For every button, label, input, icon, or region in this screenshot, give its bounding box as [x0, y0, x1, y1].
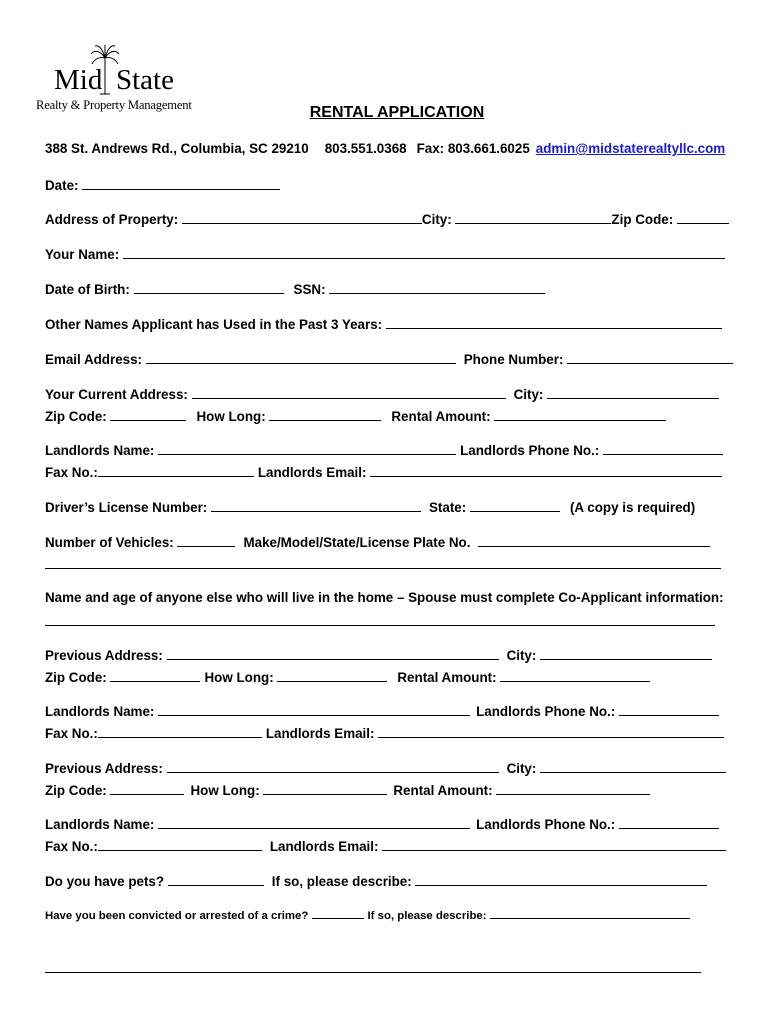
email-label: Email Address: — [45, 352, 142, 367]
current-rental-amount-label: Rental Amount: — [391, 409, 491, 424]
landlord-fax-field[interactable] — [98, 463, 254, 477]
conviction-extra-line[interactable] — [45, 972, 701, 973]
email-field[interactable] — [146, 350, 456, 364]
prev1-landlord-row-1 — [45, 702, 719, 721]
email-phone-row — [45, 350, 733, 369]
current-city-label: City: — [513, 387, 544, 402]
vehicles-label: Number of Vehicles: — [45, 535, 174, 550]
property-zip-field[interactable] — [677, 210, 729, 224]
drivers-license-field[interactable] — [211, 498, 421, 512]
property-address-field[interactable] — [182, 210, 422, 224]
conviction-row — [45, 905, 690, 925]
contact-line — [45, 140, 725, 158]
pets-describe-field[interactable] — [415, 872, 707, 886]
prev1-city-label: City: — [506, 648, 537, 663]
landlord-row-2 — [45, 463, 722, 482]
current-address-field[interactable] — [192, 385, 506, 399]
dl-state-field[interactable] — [470, 498, 560, 512]
prev1-zip-label: Zip Code: — [45, 670, 107, 685]
landlord-name-label: Landlords Name: — [45, 443, 155, 458]
prev1-city-field[interactable] — [540, 646, 712, 660]
prev1-rental-amount-field[interactable] — [500, 668, 650, 682]
vehicles-extra-line[interactable] — [45, 568, 721, 569]
current-zip-row — [45, 407, 666, 426]
date-field[interactable] — [82, 176, 280, 190]
prev1-rental-amount-label: Rental Amount: — [397, 670, 497, 685]
prev1-zip-field[interactable] — [110, 668, 200, 682]
logo-name-right: State — [116, 64, 174, 96]
previous-zip-2-row — [45, 781, 650, 800]
your-name-row — [45, 245, 725, 264]
current-zip-field[interactable] — [110, 407, 186, 421]
landlord-row-1 — [45, 441, 723, 460]
landlord-phone-field[interactable] — [603, 441, 723, 455]
logo-subtitle: Realty & Property Management — [36, 98, 192, 112]
previous-zip-1-row — [45, 668, 650, 687]
date-label: Date: — [45, 178, 79, 193]
prev2-rental-amount-field[interactable] — [496, 781, 650, 795]
prev2-zip-field[interactable] — [110, 781, 184, 795]
prev1-landlord-name-label: Landlords Name: — [45, 704, 155, 719]
prev1-landlord-phone-label: Landlords Phone No.: — [476, 704, 616, 719]
current-how-long-field[interactable] — [269, 407, 381, 421]
ssn-field[interactable] — [329, 280, 545, 294]
prev2-zip-label: Zip Code: — [45, 783, 107, 798]
dl-state-label: State: — [428, 500, 467, 515]
property-address-row — [45, 210, 729, 229]
prev2-address-label: Previous Address: — [45, 761, 163, 776]
landlord-email-field[interactable] — [370, 463, 722, 477]
prev2-city-field[interactable] — [540, 759, 726, 773]
prev1-how-long-label: How Long: — [204, 670, 274, 685]
prev2-how-long-field[interactable] — [263, 781, 387, 795]
vehicles-row — [45, 533, 710, 552]
prev1-landlord-fax-field[interactable] — [98, 724, 262, 738]
your-name-field[interactable] — [123, 245, 725, 259]
prev2-landlord-row-2 — [45, 837, 726, 856]
prev1-how-long-field[interactable] — [277, 668, 387, 682]
prev1-landlord-phone-field[interactable] — [619, 702, 719, 716]
prev1-landlord-name-field[interactable] — [158, 702, 470, 716]
company-phone: 803.551.0368 — [324, 141, 407, 156]
pets-row — [45, 872, 707, 891]
prev2-address-field[interactable] — [167, 759, 499, 773]
conviction-describe-label: If so, please describe: — [367, 910, 487, 922]
landlord-name-field[interactable] — [158, 441, 456, 455]
other-names-label: Other Names Applicant has Used in the Past 3 Years: — [45, 317, 383, 332]
prev2-landlord-fax-label: Fax No.: — [45, 839, 98, 854]
property-city-field[interactable] — [455, 210, 611, 224]
current-rental-amount-field[interactable] — [494, 407, 666, 421]
vehicles-field[interactable] — [177, 533, 235, 547]
conviction-label: Have you been convicted or arrested of a crime? — [45, 910, 309, 922]
prev2-landlord-name-label: Landlords Name: — [45, 817, 155, 832]
prev2-landlord-fax-field[interactable] — [98, 837, 262, 851]
others-in-home-line[interactable] — [45, 625, 715, 626]
logo-name-left: Mid — [54, 64, 103, 96]
current-how-long-label: How Long: — [196, 409, 266, 424]
prev2-landlord-name-field[interactable] — [158, 815, 470, 829]
make-model-label: Make/Model/State/License Plate No. — [243, 535, 471, 550]
prev1-landlord-email-field[interactable] — [378, 724, 724, 738]
previous-address-2-row — [45, 759, 726, 778]
pets-describe-label: If so, please describe: — [271, 874, 412, 889]
dob-label: Date of Birth: — [45, 282, 130, 297]
ssn-label: SSN: — [293, 282, 326, 297]
dob-ssn-row — [45, 280, 545, 299]
pets-label: Do you have pets? — [45, 874, 165, 889]
prev1-landlord-row-2 — [45, 724, 724, 743]
prev2-rental-amount-label: Rental Amount: — [393, 783, 493, 798]
conviction-field[interactable] — [312, 905, 364, 919]
company-fax: Fax: 803.661.6025 — [416, 141, 530, 156]
prev1-landlord-email-label: Landlords Email: — [265, 726, 375, 741]
current-zip-label: Zip Code: — [45, 409, 107, 424]
drivers-license-row — [45, 498, 695, 517]
conviction-describe-field[interactable] — [490, 905, 690, 919]
prev1-landlord-fax-label: Fax No.: — [45, 726, 98, 741]
prev1-address-field[interactable] — [167, 646, 499, 660]
page-title: RENTAL APPLICATION — [309, 104, 485, 121]
drivers-license-label: Driver’s License Number: — [45, 500, 208, 515]
property-city-label: City: — [421, 212, 452, 227]
prev2-landlord-row-1 — [45, 815, 719, 834]
prev2-how-long-label: How Long: — [190, 783, 260, 798]
phone-field[interactable] — [567, 350, 733, 364]
property-address-label: Address of Property: — [45, 212, 179, 227]
prev2-landlord-email-label: Landlords Email: — [269, 839, 379, 854]
property-zip-label: Zip Code: — [611, 212, 674, 227]
others-in-home-label: Name and age of anyone else who will live in the home – Spouse must complete Co-Applicant information: — [45, 590, 724, 605]
prev2-city-label: City: — [506, 761, 537, 776]
other-names-row — [45, 315, 722, 334]
prev2-landlord-email-field[interactable] — [382, 837, 726, 851]
prev1-address-label: Previous Address: — [45, 648, 163, 663]
copy-required-note: (A copy is required) — [569, 500, 696, 515]
landlord-phone-label: Landlords Phone No.: — [460, 443, 600, 458]
prev2-landlord-phone-label: Landlords Phone No.: — [476, 817, 616, 832]
phone-label: Phone Number: — [463, 352, 564, 367]
company-email-link[interactable]: admin@midstaterealtyllc.com — [535, 141, 726, 156]
pets-field[interactable] — [168, 872, 264, 886]
prev2-landlord-phone-field[interactable] — [619, 815, 719, 829]
other-names-field[interactable] — [386, 315, 722, 329]
make-model-field[interactable] — [478, 533, 710, 547]
your-name-label: Your Name: — [45, 247, 120, 262]
date-row — [45, 176, 280, 195]
company-address: 388 St. Andrews Rd., Columbia, SC 29210 — [45, 141, 309, 156]
previous-address-1-row — [45, 646, 712, 665]
landlord-fax-label: Fax No.: — [45, 465, 98, 480]
dob-field[interactable] — [134, 280, 284, 294]
others-in-home-row — [45, 589, 724, 607]
current-address-row — [45, 385, 719, 404]
current-address-label: Your Current Address: — [45, 387, 188, 402]
landlord-email-label: Landlords Email: — [257, 465, 367, 480]
current-city-field[interactable] — [547, 385, 719, 399]
